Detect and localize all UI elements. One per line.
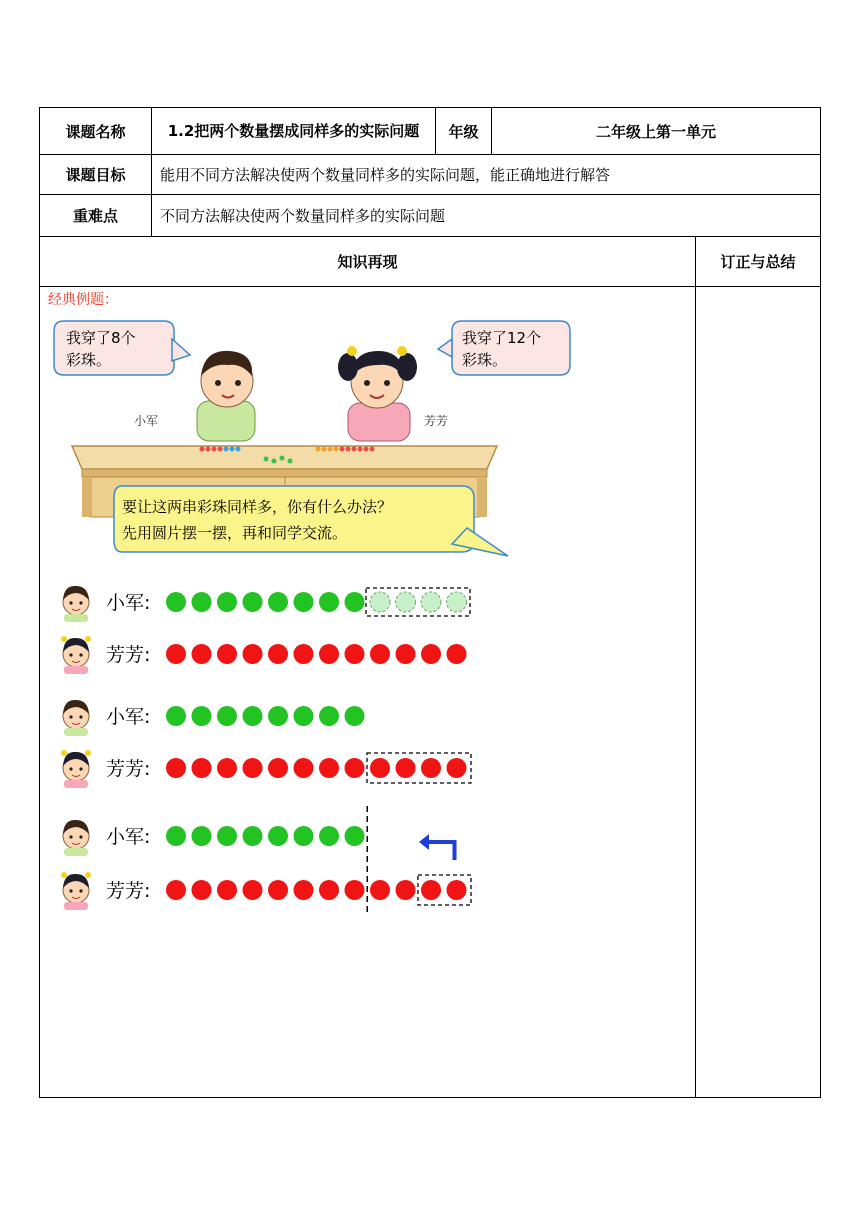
boy-name: 小军 [134,414,159,428]
red-bead [268,758,288,778]
green-bead [192,826,212,846]
red-bead [447,758,467,778]
red-bead [370,880,390,900]
red-bead [217,758,237,778]
correction-header: 订正与总结 [696,237,821,287]
red-bead [447,880,467,900]
green-bead [345,706,365,726]
red-bead [447,644,467,664]
green-bead [166,826,186,846]
red-bead [345,758,365,778]
red-bead [243,758,263,778]
key-value: 不同方法解决使两个数量同样多的实际问题 [152,195,821,237]
green-bead [319,592,339,612]
red-bead [421,758,441,778]
grade-label: 年级 [436,108,492,155]
girl-name: 芳芳 [424,414,449,428]
dashed-green-bead [447,592,467,612]
red-bead [396,880,416,900]
red-bead [192,758,212,778]
red-bead [319,644,339,664]
red-bead [192,644,212,664]
red-bead [268,644,288,664]
green-bead [217,826,237,846]
green-bead [319,706,339,726]
boy-speech-line-1: 我穿了8个 [66,329,136,347]
red-bead [166,644,186,664]
red-bead [294,644,314,664]
red-bead [192,880,212,900]
red-bead [345,880,365,900]
red-bead [294,880,314,900]
green-bead [294,826,314,846]
girl-figure [338,346,417,441]
red-bead [243,644,263,664]
boy-figure [197,351,255,441]
green-bead [166,592,186,612]
green-bead [268,592,288,612]
red-bead [370,758,390,778]
girl-speech-line-2: 彩珠。 [462,351,508,369]
red-bead [243,880,263,900]
girl-speech-bubble [438,321,570,375]
green-bead [345,826,365,846]
goal-value: 能用不同方法解决使两个数量同样多的实际问题，能正确地进行解答 [152,155,821,195]
green-bead [243,826,263,846]
boy-row-label: 小军: [106,826,151,848]
boy-row-label: 小军: [106,706,151,728]
green-bead [166,706,186,726]
green-bead [243,706,263,726]
girl-row-label: 芳芳: [106,880,151,902]
goal-label: 课题目标 [40,155,152,195]
bead-diagrams [54,582,494,922]
red-bead [217,880,237,900]
grade-value: 二年级上第一单元 [492,108,821,155]
red-bead [319,758,339,778]
girl-row-label: 芳芳: [106,644,151,666]
green-bead [192,592,212,612]
example-label: 经典例题： [48,292,118,308]
green-bead [345,592,365,612]
red-bead [294,758,314,778]
green-bead [294,706,314,726]
red-bead [370,644,390,664]
boy-avatar-icon [63,820,89,856]
red-bead [217,644,237,664]
green-bead [192,706,212,726]
dashed-green-bead [370,592,390,612]
green-bead [319,826,339,846]
green-bead [217,592,237,612]
knowledge-content [40,287,696,1098]
topic-label: 课题名称 [40,108,152,155]
boy-speech-bubble [54,321,190,375]
question-line-1: 要让这两串彩珠同样多，你有什么办法？ [122,498,393,516]
green-bead [268,706,288,726]
green-bead [268,826,288,846]
red-bead [396,644,416,664]
red-bead [166,758,186,778]
boy-avatar-icon [63,700,89,736]
correction-content [696,287,821,1098]
red-bead [345,644,365,664]
girl-row-label: 芳芳: [106,758,151,780]
red-bead [421,644,441,664]
arrow-head-icon [419,834,429,850]
red-bead [396,758,416,778]
arrow-icon [427,842,455,860]
red-bead [319,880,339,900]
boy-avatar-icon [63,586,89,622]
dashed-green-bead [396,592,416,612]
question-line-2: 先用圆片摆一摆，再和同学交流。 [122,524,348,542]
girl-avatar-icon [61,750,91,788]
topic-value: 1.2把两个数量摆成同样多的实际问题 [152,108,436,155]
red-bead [421,880,441,900]
boy-row-label: 小军: [106,592,151,614]
boy-speech-line-2: 彩珠。 [66,351,112,369]
green-bead [243,592,263,612]
red-bead [268,880,288,900]
key-label: 重难点 [40,195,152,237]
question-bubble-graphic [112,484,512,560]
girl-avatar-icon [61,872,91,910]
knowledge-header: 知识再现 [40,237,696,287]
green-bead [294,592,314,612]
dashed-green-bead [421,592,441,612]
green-bead [217,706,237,726]
girl-speech-line-1: 我穿了12个 [462,329,542,347]
red-bead [166,880,186,900]
lesson-table [39,107,821,1098]
girl-avatar-icon [61,636,91,674]
